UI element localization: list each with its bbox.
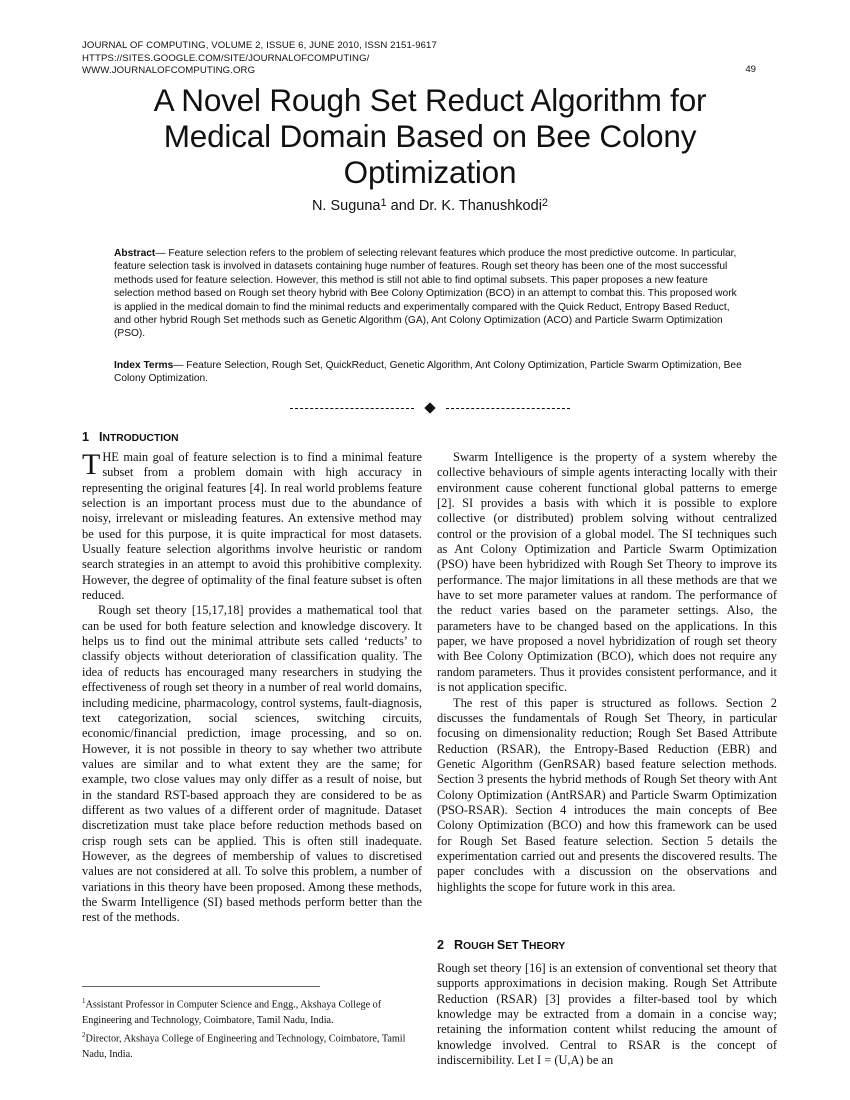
paragraph: The rest of this paper is structured as follows. Section 2 discusses the fundamentals of Rough Set Theory, in particular focusing on dimensionality reduction; Rough Set Based Attribute Reduction (RSAR), the Entropy-Based Reduction (EBR) and Genetic Algorithm (GenRSAR) based feature selection methods. Section 3 presents the hybrid methods of Rough Set theory with Ant Colony Optimization (AntRSAR) and Particle Swarm Optimization (PSO-RSAR). Section 4 introduces the main concepts of Bee Colony Optimization (BCO) and how this framework can be used for Rough Set Based feature selection. Section 5 details the experimentation carried out and presents the discovered results. The paper concludes with a discussion on the observations and highlights the scope for future work in this area. — [437, 695, 777, 894]
paragraph-text: HE main goal of feature selection is to find a minimal feature subset from a problem domain with high accuracy in representing the original features [4]. In real world problems feature selection is an important process must due to the abundance of noisy, irrelevant or misleading features. An extensive method may be used for this purpose, it is quite impractical for most datasets. Usually feature selection algorithms involve heuristic or random search strategies in an attempt to avoid this prohibitive complexity. However, the degree of optimality of the final feature subset is often reduced. — [82, 450, 422, 603]
footnote — [82, 1028, 422, 1062]
footnote-text: Assistant Professor in Computer Science and Engg., Akshaya College of Engineering and Technology, Coimbatore, Tamil Nadu, India. — [82, 999, 382, 1026]
abstract-label: Abstract — [114, 248, 156, 259]
author-affiliation-mark: 1 — [380, 197, 387, 209]
section-number: 1 — [82, 430, 90, 444]
paper-title-line: A Novel Rough Set Reduct Algorithm for — [153, 82, 707, 118]
author-conjunction: and — [386, 198, 419, 214]
section-title-initial: R — [454, 938, 464, 952]
section-title-rest: OUGH — [463, 941, 497, 952]
section-number: 2 — [437, 938, 445, 952]
footnote — [82, 994, 422, 1028]
footnote-mark: 2 — [82, 1031, 86, 1040]
author-name: N. Suguna — [311, 198, 381, 214]
diamond-icon — [424, 402, 435, 413]
drop-cap: T — [82, 448, 101, 481]
footnote-rule — [82, 986, 320, 987]
section-title-rest: ET — [505, 941, 522, 952]
right-column-lower — [437, 961, 777, 1068]
section-title-initial: I — [99, 430, 103, 444]
divider-dashes-right — [446, 408, 570, 409]
paragraph: Rough set theory [15,17,18] provides a mathematical tool that can be used for both feature selection and knowledge discovery. It helps us to find out the minimal attribute sets called ‘reducts’ to classify objects without deterioration of classification quality. The idea of reducts has encouraged many researchers in studying the effectiveness of rough set theory in a number of real world domains, including medicine, pharmacology, control systems, fault-diagnosis, text categorization, social sciences, switching circuits, economic/financial prediction, image processing, and so on. However, it is not possible in theory to say whether two attribute values are similar and to what extent they are the same; for example, two close values may only differ as a result of noise, but in the standard RST-based approach they are considered to be as different as two values of a different order of magnitude. Dataset discretization must take place before reduction methods based on crisp rough sets can be applied. This is often still inadequate. However, as the degrees of membership of values to discretised values are not considered at all. To solve this problem, a number of variations in this theory have been proposed. Among these methods, the Swarm Intelligence (SI) based methods perform better than the rest of the methods. — [82, 603, 422, 925]
paragraph — [82, 450, 422, 603]
index-terms-label: Index Terms — [114, 360, 174, 371]
author-line — [82, 198, 778, 214]
left-column — [82, 450, 422, 926]
right-column — [437, 450, 777, 895]
paragraph: Swarm Intelligence is the property of a system whereby the collective behaviours of simple agents interacting locally with their environment cause coherent functional global patterns to emerge [2]. SI provides a basis with which it is possible to explore collective (or distributed) problem solving without centralized control or the provision of a global model. The SI techniques such as Ant Colony Optimization and Particle Swarm Optimization (PSO) have been hybridized with Rough Set Theory to improve its performance. The major limitations in all these methods are that we have to set more parameter values at random. The performance of the reduct varies based on the parameter settings. Also, the parameters have to be changed based on the applications. In this paper, we have proposed a novel hybridization of rough set theory with Bee Colony Optimization (BCO), which does not require any random parameters. Thus it provides consistent performance, and it is not application specific. — [437, 450, 777, 695]
divider-dashes-left — [290, 408, 414, 409]
footnotes — [82, 994, 422, 1063]
page-number: 49 — [745, 64, 756, 75]
journal-site-url[interactable]: HTTPS://SITES.GOOGLE.COM/SITE/JOURNALOFCOMPUTING/ — [82, 52, 370, 64]
paper-title-line: Optimization — [343, 154, 517, 190]
author-name: Dr. K. Thanushkodi — [418, 198, 542, 214]
paragraph: Rough set theory [16] is an extension of conventional set theory that supports approximations in decision making. Rough Set Attribute Reduction (RSAR) [3] provides a filter-based tool by which knowledge may be extracted from a domain in a concise way; retaining the information content whilst reducing the amount of knowledge involved. Central to RSAR is the concept of indiscernibility. Let I = (U,A) be an — [437, 961, 777, 1068]
journal-header — [82, 40, 437, 78]
paper-title — [82, 82, 778, 190]
section-title-rest: HEORY — [529, 941, 566, 952]
index-terms-text: — Feature Selection, Rough Set, QuickReduct, Genetic Algorithm, Ant Colony Optimization, Particle Swarm Optimization, Bee Colony Optimization. — [114, 360, 742, 385]
section-title-rest: NTRODUCTION — [102, 433, 179, 444]
section-divider — [290, 398, 570, 418]
footnote-mark: 1 — [82, 997, 86, 1005]
abstract — [114, 247, 746, 341]
section-title-initial: T — [521, 938, 530, 952]
footnote-text: Director, Akshaya College of Engineering and Technology, Coimbatore, Tamil Nadu, India. — [82, 1033, 406, 1061]
section-heading-introduction — [82, 430, 179, 444]
section-heading-rough-set-theory — [437, 938, 565, 952]
index-terms — [114, 359, 746, 386]
section-title-initial: S — [496, 938, 506, 952]
journal-citation: JOURNAL OF COMPUTING, VOLUME 2, ISSUE 6, JUNE 2010, ISSN 2151-9617 — [82, 40, 437, 51]
paper-title-line: Medical Domain Based on Bee Colony — [163, 118, 697, 154]
abstract-text: — Feature selection refers to the problem of selecting relevant features which produce the most predictive outcome. In particular, feature selection task is involved in datasets containing huge number of features. Rough set theory has been one of the most successful methods used for feature selection. However, this method is still not able to find optimal subsets. This paper proposes a new feature selection method based on Rough set theory hybrid with Bee Colony Optimization (BCO) in an attempt to combat this. This proposed work is applied in the medical domain to find the minimal reducts and experimentally compared with the Quick Reduct, Entropy Based Reduct, and other hybrid Rough Set methods such as Genetic Algorithm (GA), Ant Colony Optimization (ACO) and Particle Swarm Optimization (PSO). — [114, 248, 737, 340]
journal-web-url[interactable]: WWW.JOURNALOFCOMPUTING.ORG — [82, 65, 256, 77]
author-affiliation-mark: 2 — [541, 197, 549, 209]
